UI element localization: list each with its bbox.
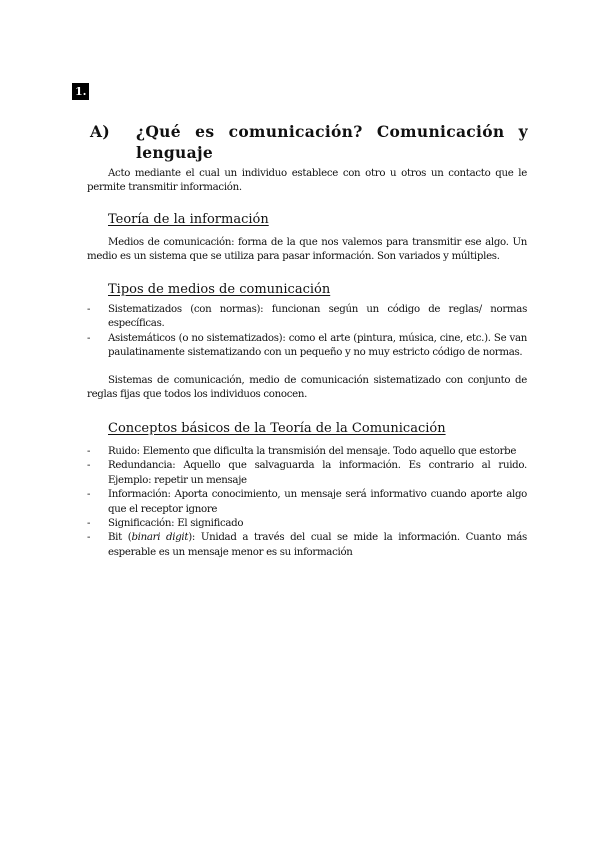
section-number: 1. — [72, 83, 89, 100]
bullet-dash: - — [87, 518, 91, 530]
list-item-text: Significación: El significado — [108, 518, 244, 530]
list-item — [87, 517, 527, 531]
intro-paragraph: Acto mediante el cual un individuo establece con otro u otros un contacto que le permite transmitir información. — [87, 168, 527, 194]
section-heading-conceptos: Conceptos básicos de la Teoría de la Comunicación — [108, 421, 446, 436]
conceptos-list — [87, 445, 527, 560]
list-item-text: Información: Aporta conocimiento, un mensaje será informativo cuando aporte algo que el receptor ignore — [108, 489, 527, 515]
list-item — [87, 459, 527, 488]
tipos-list — [87, 303, 527, 361]
list-item-text: Asistemáticos (o no sistematizados): como el arte (pintura, música, cine, etc.). Se van paulatinamente sistematizando con un pequeño y no muy estricto código de normas. — [108, 332, 527, 359]
list-item-text: Sistematizados (con normas): funcionan según un código de reglas/ normas específicas. — [108, 304, 527, 330]
bit-text-post: ): Unidad a través del cual se mide la información. Cuanto más esperable es un mensaje menor es su información — [108, 532, 527, 558]
main-heading — [90, 121, 528, 163]
list-item-text: Ruido: Elemento que dificulta la transmisión del mensaje. Todo aquello que estorbe — [108, 446, 517, 457]
section-heading-teoria: Teoría de la información — [108, 212, 269, 227]
sistemas-paragraph: Sistemas de comunicación, medio de comunicación sistematizado con conjunto de reglas fijas que todos los individuos conocen. — [87, 375, 527, 401]
section-heading-tipos: Tipos de medios de comunicación — [108, 282, 331, 297]
list-item-text: Redundancia: Aquello que salvaguarda la información. Es contrario al ruido. Ejemplo: repetir un mensaje — [108, 460, 527, 486]
heading-line1: ¿Qué es comunicación? Comunicación y — [136, 122, 528, 141]
heading-line2: lenguaje — [136, 143, 214, 162]
bit-text-italic: binari digit — [131, 532, 189, 544]
bullet-dash: - — [87, 446, 91, 457]
teoria-paragraph: Medios de comunicación: forma de la que nos valemos para transmitir ese algo. Un medio es un sistema que se utiliza para pasar información. Son variados y múltiples. — [87, 237, 527, 263]
list-item — [87, 445, 527, 459]
list-item — [87, 488, 527, 517]
bit-text-pre: Bit ( — [108, 532, 132, 544]
list-item — [87, 332, 527, 361]
bullet-dash: - — [87, 460, 91, 472]
bullet-dash: - — [87, 489, 91, 501]
heading-label: A) — [90, 122, 110, 141]
list-item — [87, 303, 527, 332]
bullet-dash: - — [87, 332, 91, 344]
bullet-dash: - — [87, 532, 91, 544]
bullet-dash: - — [87, 304, 91, 315]
list-item-bit — [87, 531, 527, 560]
